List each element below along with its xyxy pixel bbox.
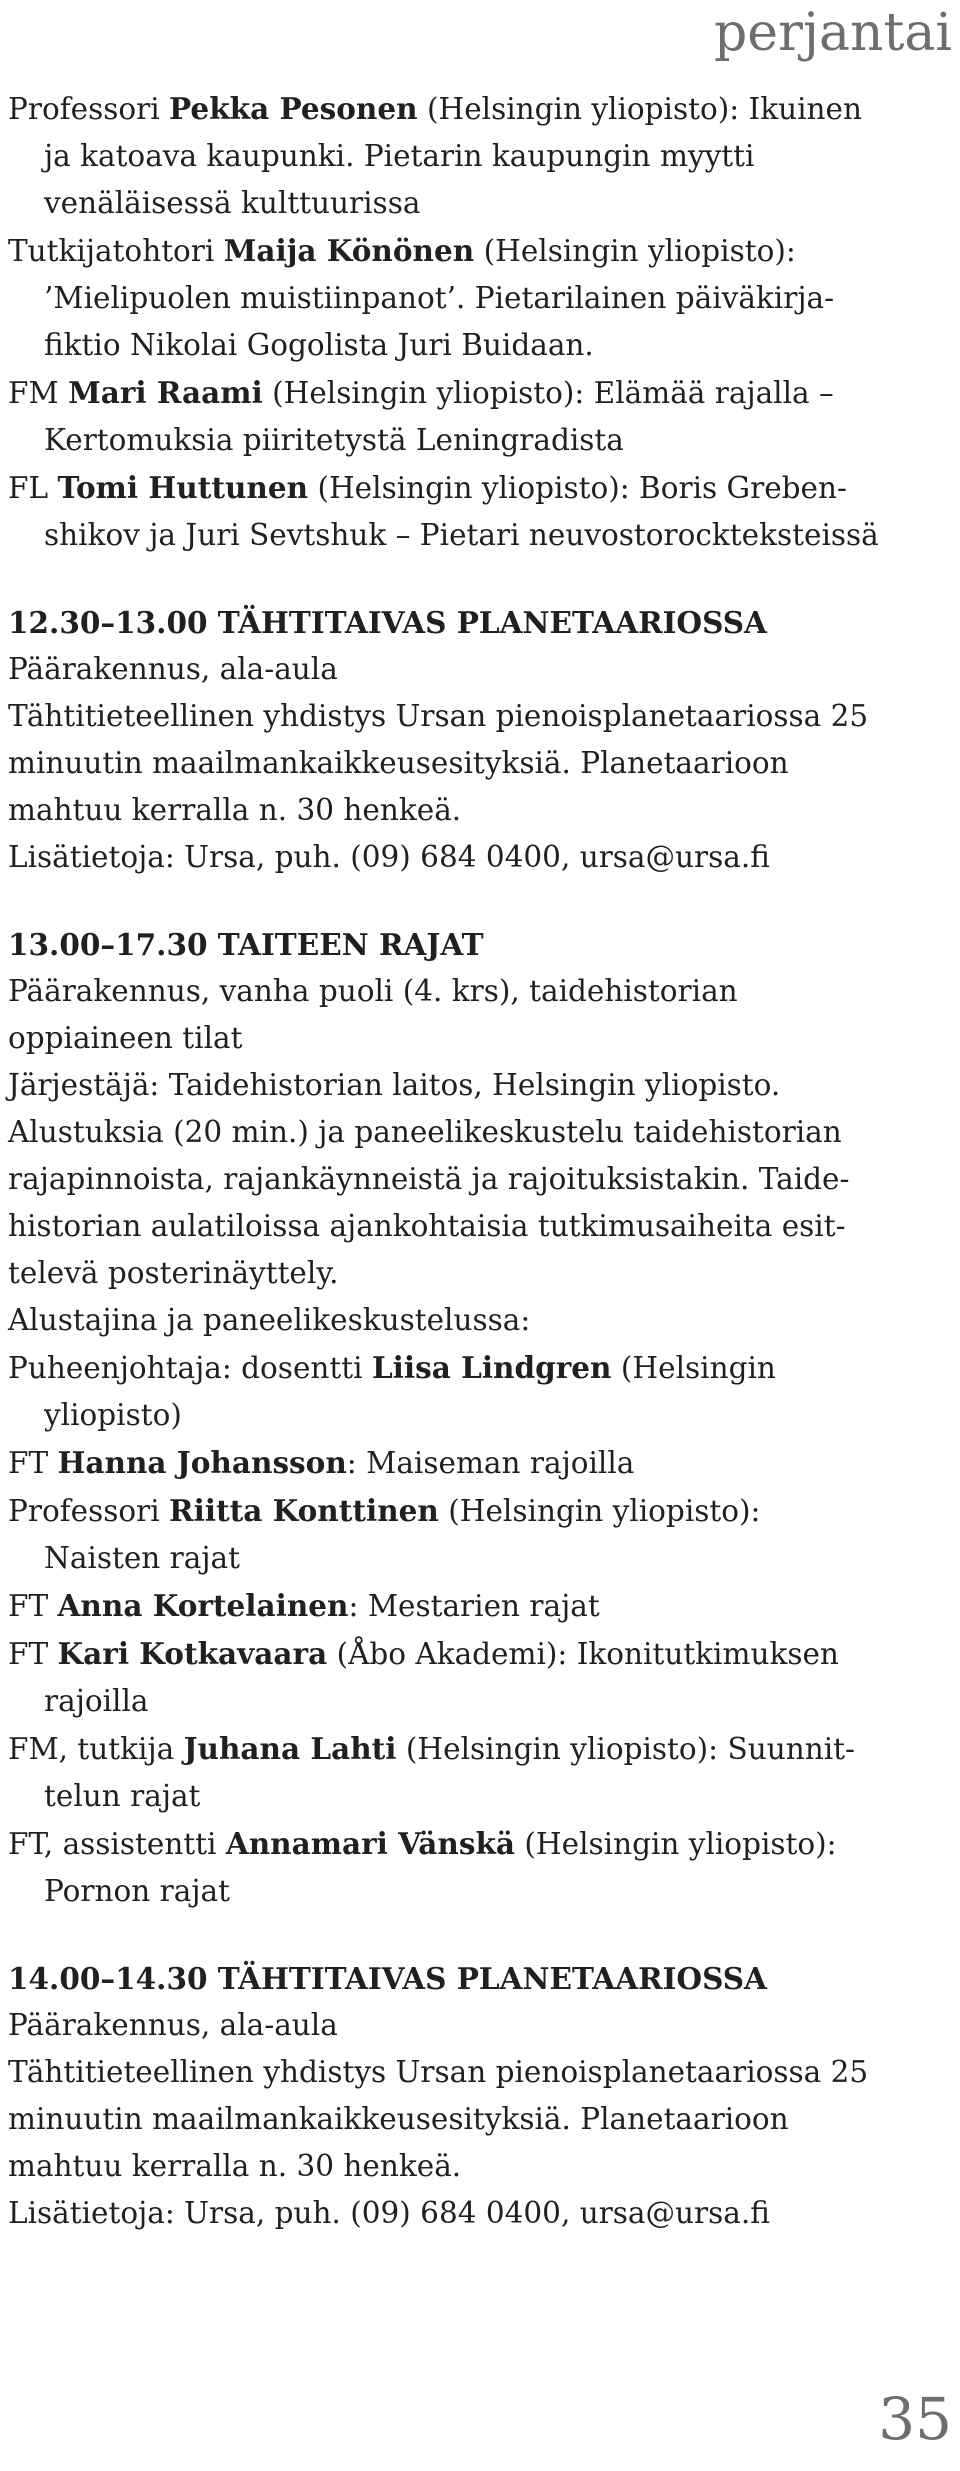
event-description-line: minuutin maailmankaikkeusesityksiä. Planetaarioon bbox=[8, 746, 789, 780]
speaker-name: Maija Könönen bbox=[223, 233, 475, 268]
event-description-line: mahtuu kerralla n. 30 henkeä. bbox=[8, 793, 462, 827]
event-description-line: historian aulatiloissa ajankohtaisia tutkimusaiheita esit- bbox=[8, 1209, 846, 1243]
speaker-name: Liisa Lindgren bbox=[371, 1350, 612, 1385]
speaker-line: FT Hanna Johansson: Maiseman rajoilla bbox=[8, 1445, 635, 1480]
talk-title-line: fiktio Nikolai Gogolista Juri Buidaan. bbox=[44, 328, 594, 362]
program-content bbox=[8, 85, 958, 2237]
event-heading: 12.30–13.00 TÄHTITAIVAS PLANETAARIOSSA bbox=[8, 605, 767, 640]
speaker-name: Hanna Johansson bbox=[57, 1445, 347, 1480]
event-description-line: rajapinnoista, rajankäynneistä ja rajoituksistakin. Taide- bbox=[8, 1162, 850, 1196]
event-location: Päärakennus, vanha puoli (4. krs), taidehistorian bbox=[8, 974, 738, 1008]
speaker-name: Anna Kortelainen bbox=[57, 1588, 349, 1623]
speaker-line: Professori Pekka Pesonen (Helsingin yliopisto): Ikuinen bbox=[8, 91, 862, 126]
panel-intro: Alustajina ja paneelikeskustelussa: bbox=[8, 1303, 531, 1337]
speaker-line: FT Kari Kotkavaara (Åbo Akademi): Ikonitutkimuksen bbox=[8, 1636, 839, 1671]
speaker-line: FT Anna Kortelainen: Mestarien rajat bbox=[8, 1588, 600, 1623]
event-location: Päärakennus, ala-aula bbox=[8, 2008, 338, 2042]
speaker-name: Mari Raami bbox=[68, 375, 263, 410]
talk-title-line: rajoilla bbox=[44, 1684, 149, 1718]
event-location: Päärakennus, ala-aula bbox=[8, 652, 338, 686]
event-location: oppiaineen tilat bbox=[8, 1021, 243, 1055]
talk-title-line: telun rajat bbox=[44, 1779, 201, 1813]
event-description-line: Alustuksia (20 min.) ja paneelikeskustelu taidehistorian bbox=[8, 1115, 842, 1149]
speaker-name: Kari Kotkavaara bbox=[57, 1636, 328, 1671]
talk-title-line: ja katoava kaupunki. Pietarin kaupungin myytti bbox=[44, 139, 755, 173]
talk-title-line: venäläisessä kulttuurissa bbox=[44, 186, 421, 220]
event-description-line: mahtuu kerralla n. 30 henkeä. bbox=[8, 2149, 462, 2183]
page-number: 35 bbox=[878, 2385, 952, 2453]
speaker-name: Pekka Pesonen bbox=[169, 91, 418, 126]
event-description-line: Tähtitieteellinen yhdistys Ursan pienoisplanetaariossa 25 bbox=[8, 2055, 869, 2089]
speaker-line: FM, tutkija Juhana Lahti (Helsingin yliopisto): Suunnit- bbox=[8, 1731, 855, 1766]
talk-title-line: Naisten rajat bbox=[44, 1541, 240, 1575]
talk-title-line: shikov ja Juri Sevtshuk – Pietari neuvostorockteksteissä bbox=[44, 518, 879, 552]
event-description-line: Tähtitieteellinen yhdistys Ursan pienoisplanetaariossa 25 bbox=[8, 699, 869, 733]
speaker-name: Riitta Konttinen bbox=[169, 1493, 439, 1528]
speaker-line: Tutkijatohtori Maija Könönen (Helsingin yliopisto): bbox=[8, 233, 796, 268]
event-contact: Lisätietoja: Ursa, puh. (09) 684 0400, ursa@ursa.fi bbox=[8, 840, 770, 874]
talk-title-line: Kertomuksia piiritetystä Leningradista bbox=[44, 423, 624, 457]
speaker-line: Puheenjohtaja: dosentti Liisa Lindgren (Helsingin bbox=[8, 1350, 776, 1385]
speaker-name: Juhana Lahti bbox=[183, 1731, 397, 1766]
talk-title-line: ’Mielipuolen muistiinpanot’. Pietarilainen päiväkirja- bbox=[44, 281, 835, 315]
speaker-name: Tomi Huttunen bbox=[57, 470, 309, 505]
speaker-line: FL Tomi Huttunen (Helsingin yliopisto): Boris Greben- bbox=[8, 470, 847, 505]
speaker-line: FT, assistentti Annamari Vänskä (Helsingin yliopisto): bbox=[8, 1826, 837, 1861]
day-heading: perjantai bbox=[713, 3, 952, 63]
event-organizer: Järjestäjä: Taidehistorian laitos, Helsingin yliopisto. bbox=[8, 1068, 781, 1102]
speaker-name: Annamari Vänskä bbox=[225, 1826, 515, 1861]
event-contact: Lisätietoja: Ursa, puh. (09) 684 0400, ursa@ursa.fi bbox=[8, 2196, 770, 2230]
event-heading: 13.00–17.30 TAITEEN RAJAT bbox=[8, 927, 484, 962]
speaker-line: FM Mari Raami (Helsingin yliopisto): Elämää rajalla – bbox=[8, 375, 834, 410]
event-heading: 14.00–14.30 TÄHTITAIVAS PLANETAARIOSSA bbox=[8, 1961, 767, 1996]
event-description-line: televä posterinäyttely. bbox=[8, 1256, 339, 1290]
speaker-line: Professori Riitta Konttinen (Helsingin yliopisto): bbox=[8, 1493, 761, 1528]
event-description-line: minuutin maailmankaikkeusesityksiä. Planetaarioon bbox=[8, 2102, 789, 2136]
speaker-affiliation: yliopisto) bbox=[44, 1398, 182, 1432]
talk-title-line: Pornon rajat bbox=[44, 1874, 230, 1908]
